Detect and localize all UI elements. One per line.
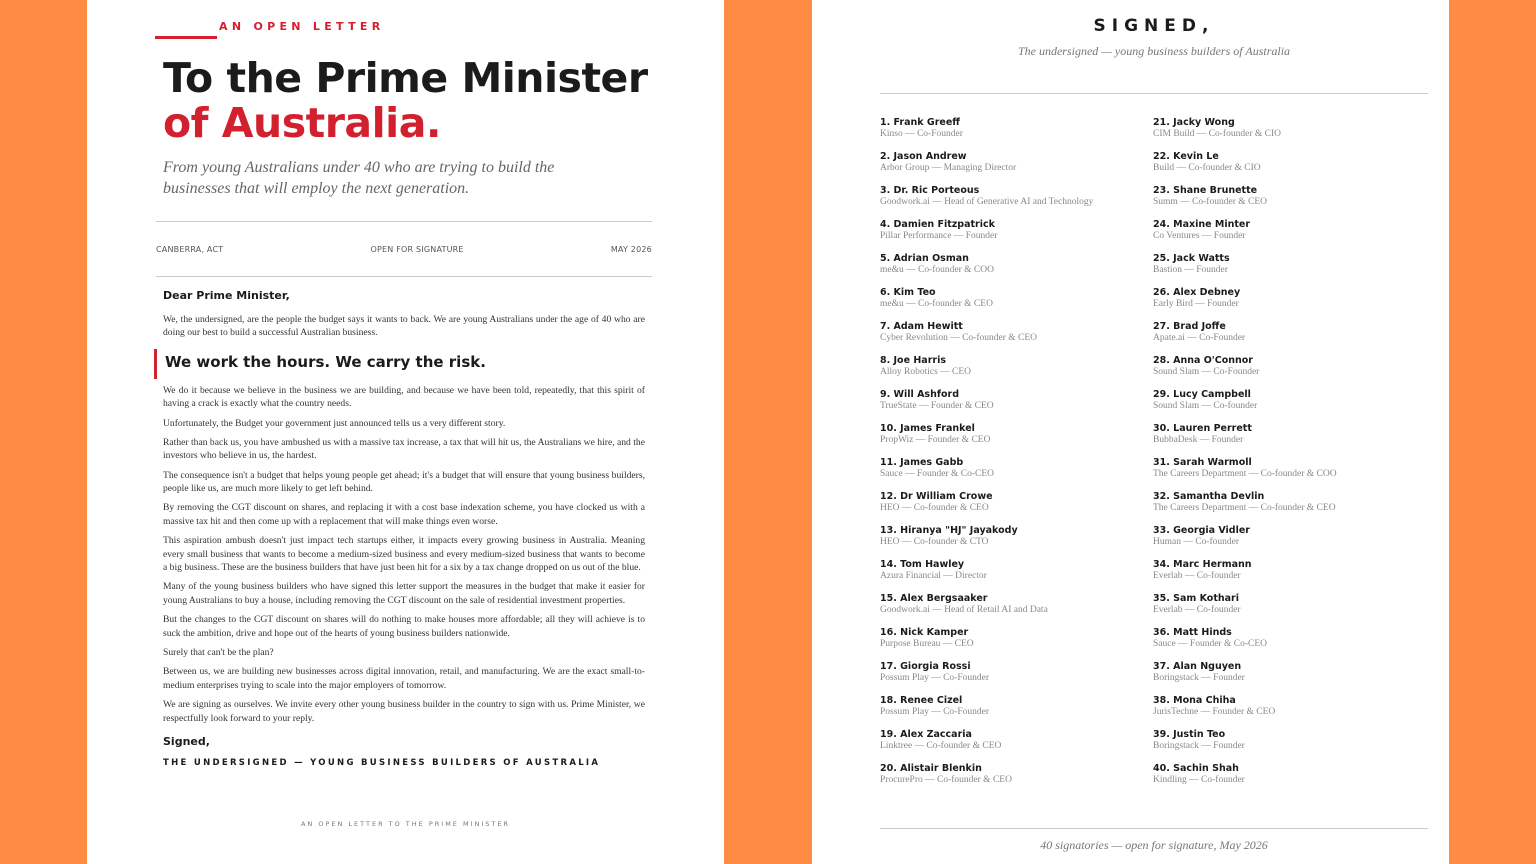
signatory-item [1153, 388, 1423, 422]
section-accent-bar [154, 349, 157, 379]
signatory-item [1153, 116, 1423, 150]
signatory-name: 24. Maxine Minter [1153, 219, 1251, 230]
signatory-column-right [1153, 116, 1423, 796]
signatory-name: 26. Alex Debney [1153, 287, 1241, 298]
signatory-role: Build — Co-founder & CIO [1153, 163, 1261, 173]
signatory-role: Purpose Bureau — CEO [880, 639, 974, 649]
title-line-2: of Australia. [163, 99, 441, 147]
signature-line: THE UNDERSIGNED — YOUNG BUSINESS BUILDERS OF AUSTRALIA [163, 757, 601, 768]
signatory-name: 14. Tom Hawley [880, 559, 965, 570]
meta-location: CANBERRA, ACT [156, 244, 224, 254]
signatory-name: 25. Jack Watts [1153, 253, 1230, 264]
signatory-role: PropWiz — Founder & CEO [880, 435, 991, 445]
signatory-name: 18. Renee Cizel [880, 695, 963, 706]
signatory-role: Azura Financial — Director [880, 571, 987, 581]
signatory-name: 31. Sarah Warmoll [1153, 457, 1252, 468]
signatory-item [1153, 660, 1423, 694]
body-paragraph: Between us, we are building new businesses across digital innovation, retail, and manufacturing. We are the exact small-to-medium enterprises trying to scale into the major employers of tomorrow. [163, 666, 645, 691]
salutation: Dear Prime Minister, [163, 289, 290, 302]
signatory-role: JurisTechne — Founder & CEO [1153, 707, 1276, 717]
signatory-role: Pillar Performance — Founder [880, 231, 998, 241]
signatory-name: 23. Shane Brunette [1153, 185, 1258, 196]
signatory-name: 27. Brad Joffe [1153, 321, 1226, 332]
body-paragraph: Unfortunately, the Budget your government just announced tells us a very different story. [163, 417, 506, 429]
signatory-name: 13. Hiranya "HJ" Jayakody [880, 525, 1018, 536]
signatory-role: CIM Build — Co-founder & CIO [1153, 129, 1281, 139]
signatory-item [880, 524, 1150, 558]
section-heading-text: We work the hours. We carry the risk. [165, 352, 486, 371]
signatory-name: 4. Damien Fitzpatrick [880, 219, 995, 230]
signatory-name: 22. Kevin Le [1153, 151, 1219, 162]
signatory-item [1153, 422, 1423, 456]
meta-date: MAY 2026 [610, 244, 652, 254]
signatories-page [812, 0, 1449, 864]
signatory-name: 10. James Frankel [880, 423, 975, 434]
signatory-role: HEO — Co-founder & CEO [880, 503, 989, 513]
signatory-name: 38. Mona Chiha [1153, 695, 1236, 706]
letter-subtitle: From young Australians under 40 who are trying to build the businesses that will employ the next generation. [163, 159, 555, 197]
signatory-role: Bastion — Founder [1153, 265, 1228, 275]
signatory-item [880, 116, 1150, 150]
signatory-name: 34. Marc Hermann [1153, 559, 1252, 570]
body-paragraph: This aspiration ambush doesn't just impact tech startups either, it impacts every growing business in Australia. Meaning every small business that wants to become a medium-sized business and every medium-sized business that wants to become a big business. These are the business builders that have just been hit for a six by a tax change dropped on us out of the blue. [163, 535, 645, 574]
signatory-role: Boringstack — Founder [1153, 741, 1245, 751]
signatory-role: Goodwork.ai — Head of Retail AI and Data [880, 605, 1048, 615]
signatory-role: Sound Slam — Co-founder [1153, 401, 1258, 411]
signatory-role: Cyber Revolution — Co-founder & CEO [880, 333, 1037, 343]
signatory-item [880, 558, 1150, 592]
signatory-role: BubbaDesk — Founder [1153, 435, 1244, 445]
signatory-role: Co Ventures — Founder [1153, 231, 1246, 241]
signatory-item [880, 762, 1150, 796]
signatory-role: Arbor Group — Managing Director [880, 163, 1017, 173]
meta-status: OPEN FOR SIGNATURE [370, 244, 464, 254]
signatory-role: Everlab — Co-founder [1153, 605, 1241, 615]
signatory-item [1153, 728, 1423, 762]
letter-page [87, 0, 724, 864]
letter-body [163, 289, 645, 770]
signatory-item [1153, 592, 1423, 626]
signatory-item [1153, 320, 1423, 354]
signatory-name: 5. Adrian Osman [880, 253, 969, 264]
signatory-role: me&u — Co-founder & CEO [880, 299, 993, 309]
signatory-role: Possum Play — Co-Founder [880, 707, 989, 717]
kicker-rule [155, 36, 217, 39]
signatory-item [1153, 218, 1423, 252]
signatories-title: SIGNED, [1093, 16, 1215, 36]
signatory-item [880, 456, 1150, 490]
signatory-item [880, 150, 1150, 184]
signatory-item [880, 218, 1150, 252]
body-paragraph: Rather than back us, you have ambushed us with a massive tax increase, a tax that will hit us, the Australians we hire, and the investors who believe in us, the hardest. [163, 436, 645, 462]
signatory-name: 20. Alistair Blenkin [880, 763, 982, 774]
signatory-item [1153, 524, 1423, 558]
signatory-item [880, 728, 1150, 762]
signatory-role: Kinso — Co-Founder [880, 129, 963, 139]
signatory-role: TrueState — Founder & CEO [880, 401, 994, 411]
signatory-column-left [880, 116, 1150, 796]
signatory-role: Boringstack — Founder [1153, 673, 1245, 683]
signatory-name: 3. Dr. Ric Porteous [880, 185, 980, 196]
signatory-role: Possum Play — Co-Founder [880, 673, 989, 683]
signatory-item [1153, 456, 1423, 490]
signatory-item [1153, 252, 1423, 286]
signatory-name: 28. Anna O'Connor [1153, 355, 1253, 366]
section-heading [163, 352, 645, 372]
signatory-item [1153, 150, 1423, 184]
signatory-item [880, 694, 1150, 728]
signatory-role: me&u — Co-founder & COO [880, 265, 994, 275]
signatory-role: ProcurePro — Co-founder & CEO [880, 775, 1012, 785]
signatory-name: 6. Kim Teo [880, 287, 936, 298]
signatory-role: Alloy Robotics — CEO [880, 367, 972, 377]
sign-off: Signed, [163, 735, 210, 749]
signatory-role: Kindling — Co-founder [1153, 775, 1245, 785]
signatory-item [1153, 354, 1423, 388]
signatory-role: Early Bird — Founder [1153, 299, 1239, 309]
body-paragraph: Many of the young business builders who have signed this letter support the measures in the budget that make it easier for young Australians to buy a house, including removing the CGT discount on the sale of residential investment properties. [163, 581, 645, 607]
signatory-item [880, 626, 1150, 660]
signatory-name: 33. Georgia Vidler [1153, 525, 1250, 536]
kicker-label: AN OPEN LETTER [219, 20, 385, 33]
signatory-item [1153, 184, 1423, 218]
signatory-role: Apate.ai — Co-Founder [1153, 333, 1246, 343]
signatory-item [1153, 558, 1423, 592]
divider [880, 828, 1428, 829]
signatory-item [1153, 762, 1423, 796]
signatory-name: 17. Giorgia Rossi [880, 661, 971, 672]
signatory-item [880, 660, 1150, 694]
signatory-name: 36. Matt Hinds [1153, 627, 1232, 638]
signatory-name: 8. Joe Harris [880, 355, 946, 366]
signatory-item [880, 320, 1150, 354]
signatory-item [880, 354, 1150, 388]
signatory-item [880, 422, 1150, 456]
signatory-role: Sound Slam — Co-Founder [1153, 367, 1260, 377]
signatory-item [880, 252, 1150, 286]
signatory-name: 19. Alex Zaccaria [880, 729, 972, 740]
signatory-item [1153, 286, 1423, 320]
signatory-role: Goodwork.ai — Head of Generative AI and Technology [880, 197, 1094, 207]
signatory-role: The Careers Department — Co-founder & CEO [1153, 503, 1336, 513]
signatory-role: Sauce — Founder & Co-CEO [1153, 639, 1267, 649]
signatory-name: 30. Lauren Perrett [1153, 423, 1252, 434]
signatory-role: Linktree — Co-founder & CEO [880, 741, 1002, 751]
body-paragraph: We are signing as ourselves. We invite every other young business builder in the country to sign with us. Prime Minister, we respectfully look forward to your reply. [163, 699, 645, 724]
body-paragraph: Surely that can't be the plan? [163, 647, 274, 659]
signatory-item [880, 490, 1150, 524]
signatory-name: 29. Lucy Campbell [1153, 389, 1251, 400]
signatory-name: 12. Dr William Crowe [880, 491, 993, 502]
letter-title [163, 56, 648, 146]
signatory-item [880, 388, 1150, 422]
signatories-footer: 40 signatories — open for signature, May 2026 [1040, 838, 1268, 852]
body-paragraph: By removing the CGT discount on shares, and replacing it with a cost base indexation scheme, you have clocked us with a massive tax hit and then come up with a replacement that will make things even worse. [163, 502, 645, 527]
signatory-item [1153, 490, 1423, 524]
intro-paragraph: We, the undersigned, are the people the budget says it wants to back. We are young Australians under the age of 40 who are doing our best to build a successful Australian business. [163, 313, 645, 339]
divider [880, 93, 1428, 94]
signatory-name: 1. Frank Greeff [880, 117, 960, 128]
signatory-name: 39. Justin Teo [1153, 729, 1226, 740]
title-line-1: To the Prime Minister [163, 54, 648, 102]
kicker-row [155, 20, 384, 33]
body-paragraph: But the changes to the CGT discount on shares will do nothing to make houses more affordable; all they will achieve is to suck the ambition, drive and hope out of the hearts of young business builders nationwide. [163, 614, 645, 639]
signatory-role: Summ — Co-founder & CEO [1153, 197, 1267, 207]
signatory-name: 35. Sam Kothari [1153, 593, 1239, 604]
signatory-role: The Careers Department — Co-founder & COO [1153, 469, 1337, 479]
signatory-name: 2. Jason Andrew [880, 151, 967, 162]
signatories-subtitle: The undersigned — young business builders of Australia [1017, 44, 1291, 58]
signatory-item [880, 592, 1150, 626]
signatory-role: Human — Co-founder [1153, 537, 1240, 547]
signatory-name: 37. Alan Nguyen [1153, 661, 1242, 672]
signatory-item [1153, 626, 1423, 660]
signatory-name: 40. Sachin Shah [1153, 763, 1239, 774]
body-paragraph: The consequence isn't a budget that helps young people get ahead; it's a budget that will ensure that young business builders, people like us, are much more likely to get left behind. [163, 469, 645, 495]
signatory-name: 11. James Gabb [880, 457, 964, 468]
signatory-name: 16. Nick Kamper [880, 627, 969, 638]
signatory-name: 7. Adam Hewitt [880, 321, 963, 332]
signatory-name: 32. Samantha Devlin [1153, 491, 1265, 502]
signatory-item [880, 184, 1150, 218]
letter-meta [156, 221, 652, 277]
signatory-name: 15. Alex Bergsaaker [880, 593, 988, 604]
signatory-role: Sauce — Founder & Co-CEO [880, 469, 994, 479]
letter-footer: AN OPEN LETTER TO THE PRIME MINISTER [300, 820, 511, 828]
body-paragraph: We do it because we believe in the business we are building, and because we have been told, repeatedly, that this spirit of having a crack is exactly what the country needs. [163, 384, 645, 410]
signatory-name: 9. Will Ashford [880, 389, 959, 400]
signatory-role: Everlab — Co-founder [1153, 571, 1241, 581]
signatory-item [880, 286, 1150, 320]
signatory-role: HEO — Co-founder & CTO [880, 537, 989, 547]
signatory-name: 21. Jacky Wong [1153, 117, 1235, 128]
signatory-item [1153, 694, 1423, 728]
